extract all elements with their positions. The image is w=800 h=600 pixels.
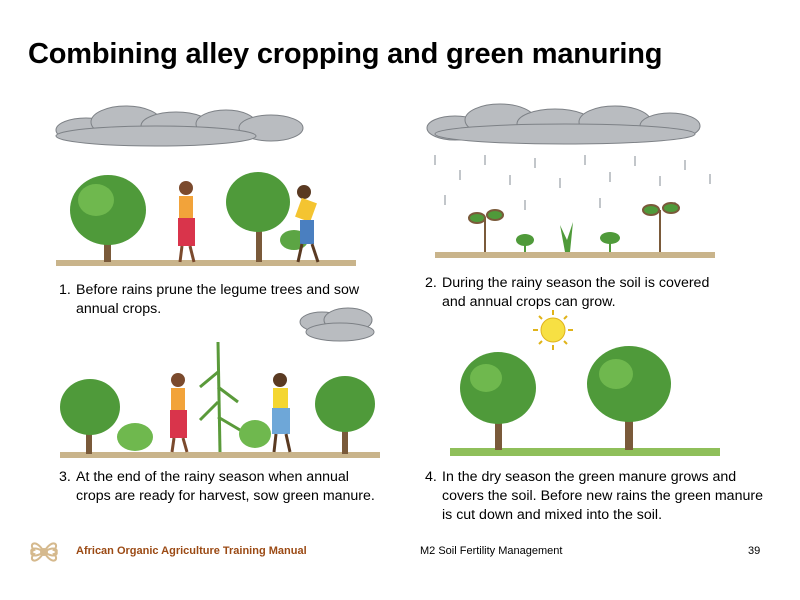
cloud-icon: [300, 308, 374, 341]
legume-tree-icon: [226, 172, 308, 262]
farmer-woman-icon: [272, 373, 290, 452]
farmer-man-icon: [295, 185, 318, 262]
illustration-dry-season: [440, 308, 730, 463]
caption-step-2: 2. During the rainy season the soil is covered and annual crops can grow.: [425, 275, 710, 310]
caption-step-3: 3. At the end of the rainy season when annual crops are ready for harvest, sow green manure.: [59, 469, 375, 504]
flower-logo-icon: [22, 530, 66, 579]
pruned-tree-icon: [469, 203, 679, 252]
footer-brand: African Organic Agriculture Training Manual: [76, 545, 307, 557]
seedling-icon: [516, 222, 620, 252]
page-number: 39: [748, 545, 761, 557]
cloud-icon: [427, 104, 700, 144]
green-manure-shrub-icon: [117, 420, 271, 451]
farmer-woman-icon: [170, 373, 187, 452]
legume-tree-icon: [70, 175, 146, 262]
legume-tree-icon: [587, 346, 671, 450]
caption-step-1: 1. Before rains prune the legume trees and sow annual crops.: [59, 282, 360, 317]
sun-icon: [533, 310, 573, 350]
illustration-rainy-season: [415, 100, 735, 265]
legume-tree-icon: [460, 352, 536, 450]
caption-step-4: 4. In the dry season the green manure grows and covers the soil. Before new rains the green manure is cut down and mixed into the soil.: [425, 469, 763, 523]
maize-plant-icon: [200, 342, 240, 452]
slide-title: Combining alley cropping and green manuring: [28, 38, 663, 70]
cloud-icon: [56, 106, 303, 146]
illustration-harvest-green-manure: [50, 302, 390, 467]
illustration-pruning-sowing: [36, 100, 376, 275]
farmer-woman-icon: [178, 181, 195, 262]
footer-module: M2 Soil Fertility Management: [420, 545, 563, 557]
